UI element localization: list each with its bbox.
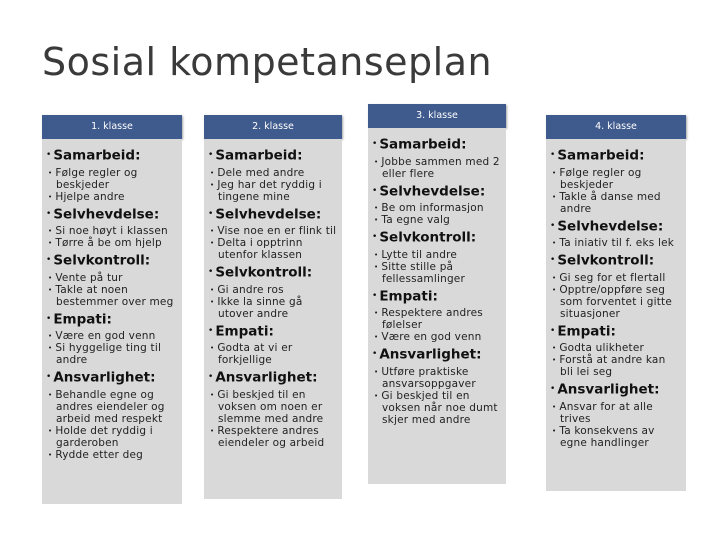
competence-section [208,323,338,367]
list-item [550,237,682,249]
bullet-icon: • [374,204,379,212]
bullet-icon: • [372,349,378,359]
list-item [550,425,682,449]
competence-section [372,136,502,180]
list-item [372,261,502,285]
list-item-text: Følge regler og beskjeder [55,166,138,191]
competence-section [46,311,178,367]
list-item [372,202,502,214]
bullet-icon: • [210,227,215,235]
section-heading [46,311,178,329]
list-item-text: Følge regler og beskjeder [559,166,642,191]
list-item-text: Opptre/oppføre seg som forventet i gitte situasjoner [559,283,672,320]
section-heading-text: Selvhevdelse: [379,183,486,199]
bullet-icon: • [48,390,53,399]
section-heading-text: Ansvarlighet: [215,369,318,386]
list-item [208,237,338,261]
list-item [46,237,178,249]
bullet-icon: • [552,273,557,282]
section-heading [46,252,178,270]
list-item-text: Respektere andres følelser [381,307,483,331]
list-item [208,425,338,449]
list-item-text: Være en god venn [55,330,156,342]
list-item-text: Takle at noen bestemmer over meg [55,283,174,308]
bullet-icon: • [208,150,214,160]
section-heading [208,147,338,165]
section-heading [208,206,338,224]
section-heading-text: Ansvarlighet: [557,381,660,398]
bullet-icon: • [48,168,53,177]
bullet-icon: • [208,267,214,277]
list-item [550,342,682,354]
list-item-text: Rydde etter deg [55,448,144,461]
competence-section [208,264,338,320]
bullet-icon: • [550,325,556,336]
bullet-icon: • [46,372,52,382]
list-item-text: Forstå at andre kan bli lei seg [559,354,666,378]
section-heading-text: Samarbeid: [215,147,303,164]
section-heading [208,323,338,341]
bullet-icon: • [208,372,214,382]
bullet-icon: • [210,390,215,399]
list-item-text: Delta i opptrinn utenfor klassen [217,237,303,261]
bullet-icon: • [552,426,557,435]
section-heading [46,147,178,165]
grade-column [368,104,506,484]
section-heading [550,147,682,165]
bullet-icon: • [374,262,379,271]
section-heading [46,369,178,387]
bullet-icon: • [48,227,53,235]
bullet-icon: • [552,356,557,364]
bullet-icon: • [210,426,215,435]
bullet-icon: • [210,239,215,247]
section-heading [372,346,502,364]
bullet-icon: • [46,150,52,160]
list-item-text: Dele med andre [217,166,305,179]
bullet-icon: • [552,402,557,411]
list-item [46,284,178,308]
list-item-text: Ta egne valg [381,214,450,226]
competence-section [46,252,178,308]
competence-section [372,288,502,344]
column-body [546,139,686,491]
section-heading-text: Samarbeid: [53,147,141,164]
section-heading [208,264,338,282]
list-item [46,342,178,366]
list-item-text: Si noe høyt i klassen [55,225,168,237]
bullet-icon: • [374,333,379,341]
bullet-icon: • [374,216,379,224]
bullet-icon: • [210,285,215,294]
competence-section [550,147,682,215]
list-item [372,214,502,226]
section-heading [550,323,682,341]
section-heading-text: Empati: [53,311,112,327]
column-body [42,139,182,504]
section-heading-text: Selvkontroll: [557,252,655,269]
list-item-text: Jeg har det ryddig i tingene mine [217,178,322,203]
list-item-text: Respektere andres eiendeler og arbeid [217,424,325,449]
list-item-text: Takle å danse med andre [559,190,661,215]
bullet-icon: • [552,344,557,352]
list-item-text: Godta ulikheter [559,342,645,354]
competence-section [372,346,502,426]
grade-column [42,115,182,504]
bullet-icon: • [48,273,53,282]
list-item [550,272,682,284]
competence-section [550,252,682,320]
list-item [550,284,682,320]
list-item-text: Gi andre ros [217,283,284,296]
list-item-text: Jobbe sammen med 2 eller flere [381,155,500,180]
list-item [372,156,502,180]
section-heading [372,136,502,154]
list-item [208,389,338,425]
column-body [204,139,342,499]
bullet-icon: • [552,239,557,247]
list-item-text: Tørre å be om hjelp [55,237,162,249]
bullet-icon: • [46,313,52,324]
bullet-icon: • [48,450,53,459]
bullet-icon: • [210,344,215,352]
list-item [372,307,502,331]
list-item-text: Ikke la sinne gå utover andre [217,295,303,320]
section-heading-text: Selvhevdelse: [53,206,160,222]
list-item-text: Godta at vi er forkjellige [217,342,293,366]
list-item-text: Vise noe en er flink til [217,225,337,237]
list-item-text: Holde det ryddig i garderoben [55,424,153,449]
bullet-icon: • [210,180,215,189]
list-item-text: Gi beskjed til en voksen om noen er slemme med andre [217,388,324,425]
bullet-icon: • [374,157,379,166]
bullet-icon: • [48,332,53,340]
bullet-icon: • [550,255,556,265]
list-item [372,390,502,426]
column-body [368,128,506,484]
bullet-icon: • [550,150,556,160]
section-heading [372,183,502,201]
bullet-icon: • [210,297,215,306]
section-heading [46,206,178,224]
column-header: 3. klasse [368,104,506,128]
list-item-text: Hjelpe andre [55,190,125,203]
competence-section [550,323,682,379]
list-item [46,330,178,342]
bullet-icon: • [550,384,556,394]
competence-section [372,229,502,285]
column-header: 4. klasse [546,115,686,139]
list-item-text: Ta iniativ til f. eks lek [559,237,675,249]
bullet-icon: • [374,391,379,400]
bullet-icon: • [208,208,214,219]
bullet-icon: • [372,185,378,196]
section-heading [372,229,502,247]
bullet-icon: • [372,139,378,149]
list-item [372,249,502,261]
competence-section [208,206,338,262]
grade-column [546,115,686,491]
list-item-text: Ta konsekvens av egne handlinger [559,424,655,449]
list-item-text: Behandle egne og andres eiendeler og arbeid med respekt [55,388,165,425]
section-heading [550,218,682,236]
competence-section [372,183,502,227]
list-item-text: Være en god venn [381,331,482,343]
section-heading-text: Selvhevdelse: [557,218,664,234]
bullet-icon: • [550,220,556,231]
list-item [46,167,178,191]
section-heading-text: Ansvarlighet: [53,369,156,386]
competence-section [46,147,178,203]
list-item [372,331,502,343]
list-item-text: Vente på tur [55,271,123,284]
competence-section [46,369,178,461]
bullet-icon: • [210,168,215,177]
section-heading-text: Samarbeid: [557,147,645,164]
section-heading [550,381,682,399]
list-item-text: Be om informasjon [381,202,484,214]
list-item [208,225,338,237]
column-header: 1. klasse [42,115,182,139]
list-item-text: Utføre praktiske ansvarsoppgaver [381,365,476,390]
section-heading [550,252,682,270]
section-heading-text: Empati: [215,323,274,339]
grade-column [204,115,342,499]
list-item-text: Ansvar for at alle trives [559,400,653,425]
bullet-icon: • [48,344,53,352]
list-item [208,284,338,296]
section-heading-text: Empati: [379,288,438,304]
list-item-text: Sitte stille på fellessamlinger [381,260,465,285]
list-item [550,191,682,215]
bullet-icon: • [208,325,214,336]
list-item [208,296,338,320]
section-heading [372,288,502,306]
competence-section [550,381,682,449]
list-item [550,401,682,425]
bullet-icon: • [552,285,557,294]
list-item [550,167,682,191]
section-heading-text: Selvkontroll: [379,229,477,246]
column-header: 2. klasse [204,115,342,139]
competence-section [208,147,338,203]
bullet-icon: • [48,192,53,201]
section-heading [208,369,338,387]
list-item [208,167,338,179]
bullet-icon: • [374,367,379,376]
list-item [46,191,178,203]
list-item-text: Si hyggelige ting til andre [55,342,162,366]
list-item-text: Gi beskjed til en voksen når noe dumt skjer med andre [381,389,498,426]
bullet-icon: • [46,208,52,219]
section-heading-text: Ansvarlighet: [379,346,482,363]
competence-section [550,218,682,250]
bullet-icon: • [372,232,378,242]
section-heading-text: Samarbeid: [379,136,467,153]
section-heading-text: Selvkontroll: [215,264,313,281]
section-heading-text: Selvkontroll: [53,252,151,269]
competence-section [46,206,178,250]
bullet-icon: • [374,250,379,259]
list-item [46,425,178,449]
page-title: Sosial kompetanseplan [42,40,493,84]
section-heading-text: Empati: [557,323,616,339]
bullet-icon: • [372,290,378,301]
list-item [208,342,338,366]
list-item [46,389,178,425]
list-item [46,449,178,461]
bullet-icon: • [374,309,379,317]
list-item [46,225,178,237]
list-item-text: Lytte til andre [381,248,458,261]
bullet-icon: • [552,168,557,177]
bullet-icon: • [48,426,53,435]
competence-section [208,369,338,449]
bullet-icon: • [552,192,557,201]
list-item-text: Gi seg for et flertall [559,271,666,284]
bullet-icon: • [48,239,53,247]
list-item [372,366,502,390]
section-heading-text: Selvhevdelse: [215,206,322,222]
list-item [550,354,682,378]
bullet-icon: • [46,255,52,265]
list-item [208,179,338,203]
bullet-icon: • [48,285,53,294]
list-item [46,272,178,284]
